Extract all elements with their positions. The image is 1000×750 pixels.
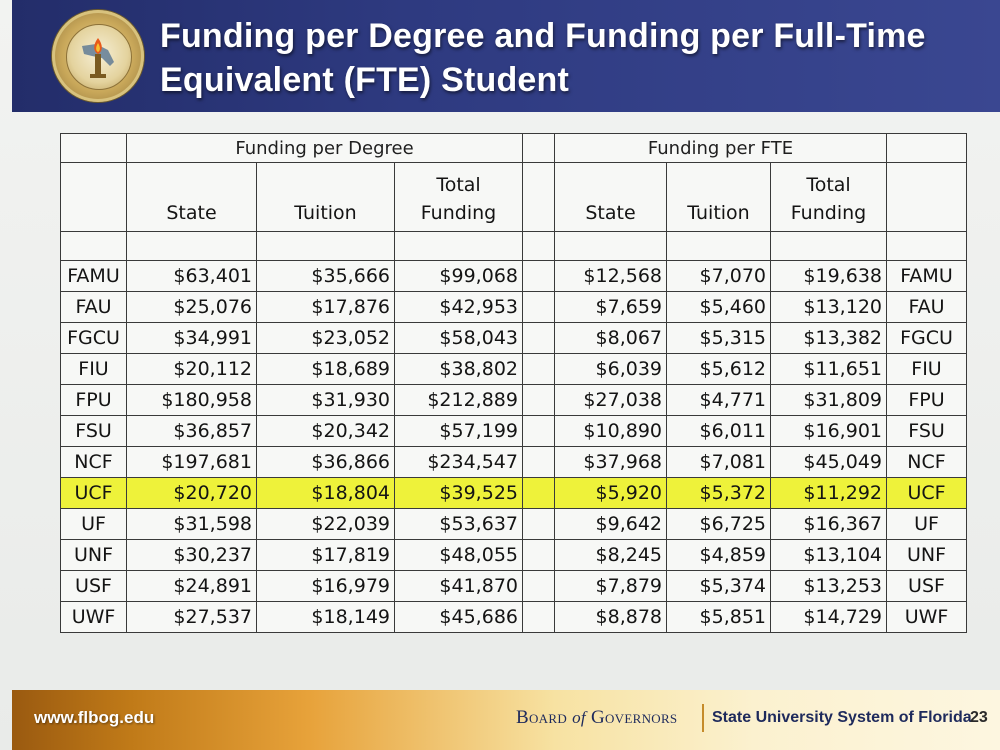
cell-fte-total: $45,049 (771, 447, 887, 478)
cell-deg-state: $20,720 (127, 478, 257, 509)
cell-fte-state: $8,067 (555, 323, 667, 354)
gap-cell (523, 163, 555, 232)
cell-fte-state: $5,920 (555, 478, 667, 509)
cell-fte-total: $19,638 (771, 261, 887, 292)
cell-fte-state: $10,890 (555, 416, 667, 447)
table-row-uwf (61, 602, 967, 633)
cell-fte-total: $13,382 (771, 323, 887, 354)
cell-deg-tuition: $23,052 (257, 323, 395, 354)
torch-icon (52, 10, 144, 102)
cell-fte-total: $13,253 (771, 571, 887, 602)
institution-name-right: UNF (887, 540, 967, 571)
cell-fte-state: $6,039 (555, 354, 667, 385)
cell-fte-state: $37,968 (555, 447, 667, 478)
column-header-fte-total: Total Funding (771, 163, 887, 232)
funding-table (60, 133, 967, 633)
table-row-unf (61, 540, 967, 571)
cell-deg-total: $57,199 (395, 416, 523, 447)
institution-name: FPU (61, 385, 127, 416)
table-row-ncf (61, 447, 967, 478)
institution-name: UWF (61, 602, 127, 633)
institution-name-right: FPU (887, 385, 967, 416)
cell-fte-total: $31,809 (771, 385, 887, 416)
cell-fte-state: $7,659 (555, 292, 667, 323)
cell-deg-tuition: $22,039 (257, 509, 395, 540)
footer-divider (702, 704, 704, 732)
cell-deg-state: $180,958 (127, 385, 257, 416)
cell-deg-total: $48,055 (395, 540, 523, 571)
gap-cell (523, 478, 555, 509)
cell-fte-tuition: $5,612 (667, 354, 771, 385)
institution-name-right: UCF (887, 478, 967, 509)
slide-title: Funding per Degree and Funding per Full-Time Equivalent (FTE) Student (160, 17, 926, 99)
cell-fte-state: $9,642 (555, 509, 667, 540)
gap-cell (523, 134, 555, 163)
cell-deg-tuition: $31,930 (257, 385, 395, 416)
cell-fte-total: $16,901 (771, 416, 887, 447)
cell-deg-total: $99,068 (395, 261, 523, 292)
table-row-ucf (61, 478, 967, 509)
cell-deg-total: $41,870 (395, 571, 523, 602)
cell-deg-state: $34,991 (127, 323, 257, 354)
gap-cell (523, 385, 555, 416)
cell-deg-tuition: $18,149 (257, 602, 395, 633)
cell-deg-tuition: $35,666 (257, 261, 395, 292)
cell-deg-state: $36,857 (127, 416, 257, 447)
column-header-fte-tuition: Tuition (667, 163, 771, 232)
cell-deg-tuition: $36,866 (257, 447, 395, 478)
cell-fte-tuition: $6,011 (667, 416, 771, 447)
institution-name: UCF (61, 478, 127, 509)
gap-cell (523, 416, 555, 447)
institution-name: UNF (61, 540, 127, 571)
table-row-uf (61, 509, 967, 540)
column-header-fte-state: State (555, 163, 667, 232)
cell-fte-state: $8,878 (555, 602, 667, 633)
cell-deg-tuition: $17,876 (257, 292, 395, 323)
state-university-system-label: State University System of Florida (712, 709, 972, 726)
cell-deg-state: $197,681 (127, 447, 257, 478)
cell-fte-tuition: $5,374 (667, 571, 771, 602)
institution-name-right: FAU (887, 292, 967, 323)
gap-cell (523, 323, 555, 354)
group-header-degree: Funding per Degree (127, 134, 523, 163)
cell-fte-tuition: $5,315 (667, 323, 771, 354)
cell-fte-state: $27,038 (555, 385, 667, 416)
gap-cell (523, 354, 555, 385)
column-header-row (61, 163, 967, 232)
cell-deg-state: $63,401 (127, 261, 257, 292)
cell-fte-total: $11,651 (771, 354, 887, 385)
institution-name: FIU (61, 354, 127, 385)
cell-deg-tuition: $18,689 (257, 354, 395, 385)
cell-deg-total: $39,525 (395, 478, 523, 509)
page-number: 23 (970, 709, 988, 726)
gap-cell (523, 602, 555, 633)
institution-name-right: UF (887, 509, 967, 540)
website-link[interactable]: www.flbog.edu (34, 708, 155, 727)
slide-footer (12, 690, 1000, 750)
cell-deg-tuition: $17,819 (257, 540, 395, 571)
cell-fte-total: $13,120 (771, 292, 887, 323)
gap-cell (523, 261, 555, 292)
slide-header (12, 0, 1000, 112)
table-row-usf (61, 571, 967, 602)
institution-name: FSU (61, 416, 127, 447)
cell-fte-tuition: $4,859 (667, 540, 771, 571)
cell-deg-total: $234,547 (395, 447, 523, 478)
cell-fte-total: $13,104 (771, 540, 887, 571)
table-row-fau (61, 292, 967, 323)
spacer-row (61, 232, 967, 261)
cell-deg-state: $31,598 (127, 509, 257, 540)
gap-cell (523, 292, 555, 323)
gap-cell (523, 447, 555, 478)
cell-fte-state: $12,568 (555, 261, 667, 292)
cell-fte-tuition: $5,851 (667, 602, 771, 633)
institution-name: FGCU (61, 323, 127, 354)
table-row-fpu (61, 385, 967, 416)
cell-deg-tuition: $16,979 (257, 571, 395, 602)
cell-deg-state: $27,537 (127, 602, 257, 633)
table-row-fiu (61, 354, 967, 385)
institution-name-right: FGCU (887, 323, 967, 354)
column-header-inst-right (887, 163, 967, 232)
cell-fte-tuition: $4,771 (667, 385, 771, 416)
cell-fte-tuition: $7,081 (667, 447, 771, 478)
cell-fte-total: $11,292 (771, 478, 887, 509)
corner-cell (61, 134, 127, 163)
cell-fte-tuition: $6,725 (667, 509, 771, 540)
institution-name-right: NCF (887, 447, 967, 478)
cell-deg-total: $58,043 (395, 323, 523, 354)
cell-deg-state: $20,112 (127, 354, 257, 385)
institution-name: NCF (61, 447, 127, 478)
cell-deg-state: $30,237 (127, 540, 257, 571)
cell-deg-total: $42,953 (395, 292, 523, 323)
cell-deg-total: $45,686 (395, 602, 523, 633)
table-row-famu (61, 261, 967, 292)
institution-name: FAU (61, 292, 127, 323)
cell-fte-total: $14,729 (771, 602, 887, 633)
cell-fte-tuition: $5,372 (667, 478, 771, 509)
institution-name-right: FIU (887, 354, 967, 385)
group-header-fte: Funding per FTE (555, 134, 887, 163)
cell-deg-tuition: $20,342 (257, 416, 395, 447)
cell-deg-tuition: $18,804 (257, 478, 395, 509)
cell-deg-total: $212,889 (395, 385, 523, 416)
column-header-inst (61, 163, 127, 232)
cell-fte-state: $7,879 (555, 571, 667, 602)
table-row-fgcu (61, 323, 967, 354)
cell-fte-state: $8,245 (555, 540, 667, 571)
institution-name-right: FSU (887, 416, 967, 447)
cell-fte-tuition: $7,070 (667, 261, 771, 292)
institution-name: USF (61, 571, 127, 602)
institution-name: FAMU (61, 261, 127, 292)
institution-name-right: UWF (887, 602, 967, 633)
institution-name-right: FAMU (887, 261, 967, 292)
table-row-fsu (61, 416, 967, 447)
cell-deg-total: $38,802 (395, 354, 523, 385)
column-header-deg-state: State (127, 163, 257, 232)
cell-deg-total: $53,637 (395, 509, 523, 540)
cell-fte-tuition: $5,460 (667, 292, 771, 323)
institution-name-right: USF (887, 571, 967, 602)
gap-cell (523, 540, 555, 571)
board-of-governors-wordmark: Board of Governors (516, 707, 678, 728)
university-system-seal-logo (52, 10, 144, 102)
corner-cell-right (887, 134, 967, 163)
column-header-deg-total: Total Funding (395, 163, 523, 232)
gap-cell (523, 509, 555, 540)
gap-cell (523, 571, 555, 602)
group-header-row (61, 134, 967, 163)
cell-deg-state: $25,076 (127, 292, 257, 323)
funding-table-container (60, 133, 967, 633)
cell-deg-state: $24,891 (127, 571, 257, 602)
column-header-deg-tuition: Tuition (257, 163, 395, 232)
cell-fte-total: $16,367 (771, 509, 887, 540)
institution-name: UF (61, 509, 127, 540)
